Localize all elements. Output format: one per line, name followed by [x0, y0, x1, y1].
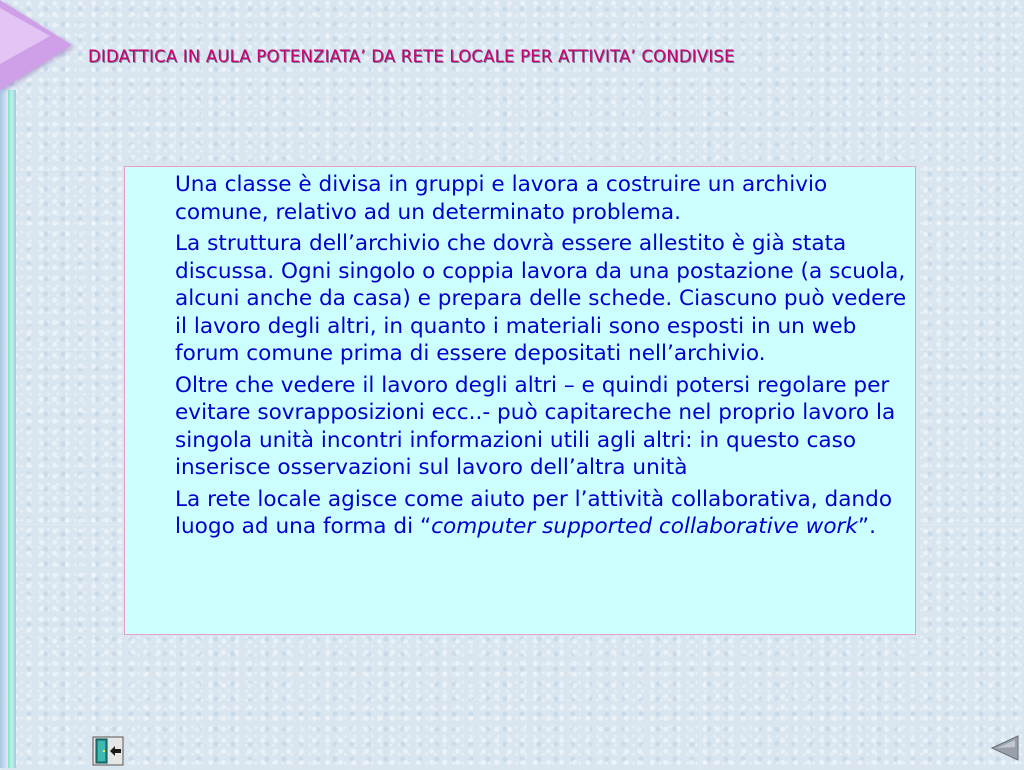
paragraph-1: Una classe è divisa in gruppi e lavora a costruire un archivio comune, relativo ad un determinato problema. — [175, 172, 828, 225]
paragraph-3: Oltre che vedere il lavoro degli altri – e quindi potersi regolare per evitare sovrapposizioni ecc..- può capitareche nel proprio lavoro la singola unità incontri informazioni utili agli altri: in questo caso inserisce osservazioni sul lavoro dell’altra unità — [175, 372, 896, 480]
previous-slide-button[interactable] — [990, 734, 1020, 762]
content-box — [124, 166, 916, 635]
paragraph-4 — [175, 486, 910, 541]
content-text — [175, 171, 910, 545]
left-accent-bar — [8, 90, 16, 768]
page-title: DIDATTICA IN AULA POTENZIATA’ DA RETE LOCALE PER ATTIVITA’ CONDIVISE — [88, 47, 735, 66]
paragraph-4-italic: computer supported collaborative work — [431, 514, 858, 539]
corner-triangle-highlight — [0, 8, 50, 64]
paragraph-4-end: ”. — [857, 514, 876, 539]
paragraph-4-text: La rete locale agisce come aiuto per l’attività collaborativa, dando luogo ad una forma di “ — [175, 486, 893, 539]
left-decorative-strip — [0, 85, 6, 768]
paragraph-2: La struttura dell’archivio che dovrà essere allestito è già stata discussa. Ogni singolo o coppia lavora da una postazione (a scuola, alcuni anche da casa) e prepara delle schede. Ciascuno può vedere il lavoro degli altri, in quanto i materiali sono esposti in un web forum comune prima di essere depositati nell’archivio. — [175, 231, 907, 366]
triangle-left-icon — [990, 734, 1020, 762]
exit-door-icon — [92, 736, 124, 766]
exit-button[interactable] — [92, 736, 124, 766]
